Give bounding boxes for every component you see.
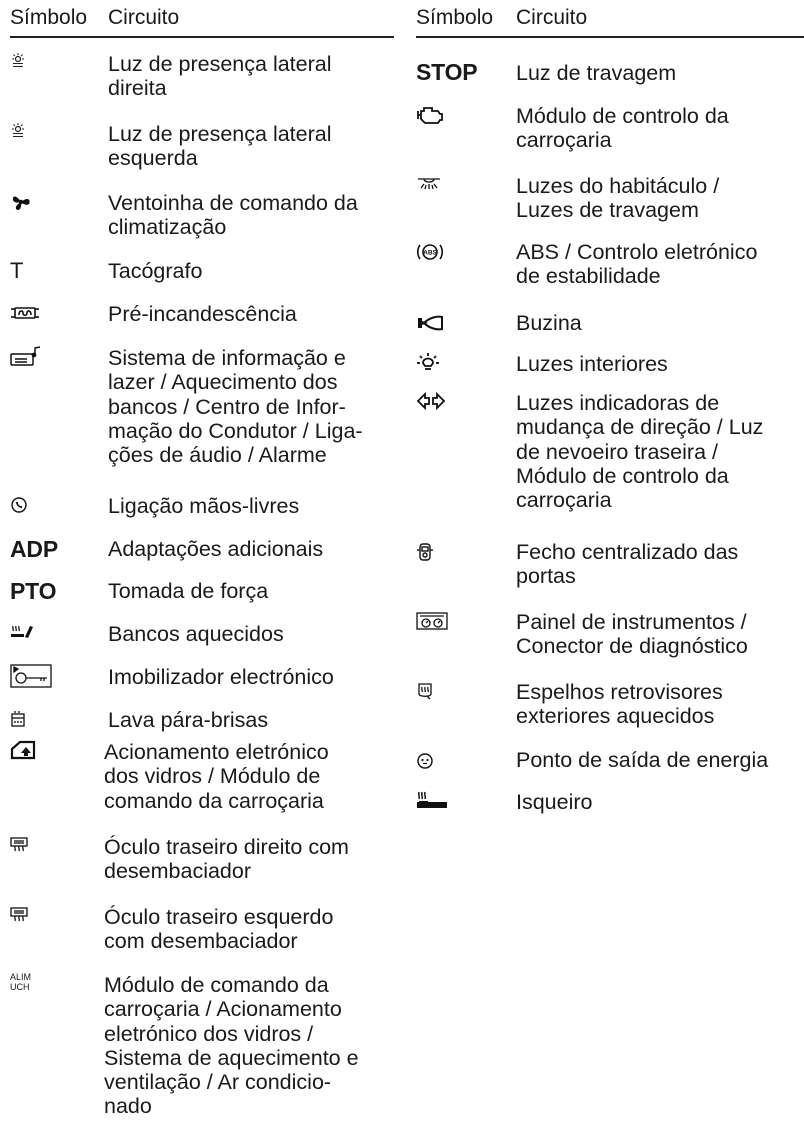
circuit-text: Luzes do habitáculo / Luzes de travagem	[516, 174, 720, 223]
door-lock-icon	[416, 542, 434, 562]
circuit-text: Imobilizador electrónico	[108, 665, 334, 689]
power-window-icon	[10, 740, 36, 760]
interior-light-icon	[416, 352, 440, 376]
power-outlet-icon	[416, 752, 434, 770]
circuit-text: Lava pára-brisas	[108, 708, 269, 732]
washer-icon	[10, 710, 26, 728]
circuit-column-header: Circuito	[516, 6, 588, 29]
circuit-text: Painel de instrumentos / Conector de diagnóstico	[516, 610, 748, 659]
circuit-text: Sistema de informação e lazer / Aquecimento dos bancos / Centro de Infor- mação do Condutor / Liga- ções de áudio / Alarme	[108, 346, 363, 468]
circuit-text: Luz de presença lateral esquerda	[108, 122, 332, 171]
instrument-panel-icon	[416, 612, 448, 630]
right-table-header	[416, 6, 804, 38]
tachograph-label: T	[10, 258, 24, 283]
circuit-text: Ventoinha de comando da climatização	[108, 191, 358, 240]
svg-text:ABS: ABS	[423, 249, 437, 257]
stop-label: STOP	[416, 59, 478, 85]
circuit-text: Luz de presença lateral direita	[108, 52, 332, 101]
left-table-header	[10, 6, 394, 38]
circuit-text: Luz de travagem	[516, 61, 677, 85]
side-light-icon	[10, 122, 26, 140]
engine-icon	[416, 105, 444, 125]
glow-plug-icon	[10, 304, 40, 322]
alim-uch-label: ALIM UCH	[10, 972, 32, 992]
circuit-text: Acionamento eletrónico dos vidros / Módulo de comando da carroçaria	[104, 740, 329, 813]
circuit-text: ABS / Controlo eletrónico de estabilidade	[516, 240, 758, 289]
side-light-icon	[10, 52, 26, 70]
phone-icon	[10, 496, 28, 514]
circuit-text: Luzes interiores	[516, 352, 668, 376]
adp-label: ADP	[10, 536, 58, 562]
circuit-text: Pré-incandescência	[108, 302, 297, 326]
circuit-text: Luzes indicadoras de mudança de direção / Luz de nevoeiro traseira / Módulo de controlo da carroçaria	[516, 391, 764, 513]
circuit-text: Ponto de saída de energia	[516, 748, 769, 772]
circuit-text: Tomada de força	[108, 579, 269, 603]
circuit-text: Bancos aquecidos	[108, 622, 284, 646]
cabin-light-icon	[416, 177, 442, 191]
circuit-text: Óculo traseiro esquerdo com desembaciador	[104, 905, 334, 954]
circuit-text: Módulo de controlo da carroçaria	[516, 104, 729, 153]
rear-defrost-icon	[10, 907, 28, 925]
infotainment-icon	[10, 346, 42, 368]
heated-mirror-icon	[416, 682, 434, 700]
circuit-text: Tacógrafo	[108, 259, 203, 283]
circuit-text: Isqueiro	[516, 790, 593, 814]
pto-label: PTO	[10, 578, 57, 604]
symbol-column-header: Símbolo	[10, 6, 88, 29]
symbol-column-header: Símbolo	[416, 6, 494, 29]
fan-icon	[10, 192, 32, 212]
turn-signal-icon	[416, 392, 446, 410]
circuit-text: Espelhos retrovisores exteriores aquecidos	[516, 680, 723, 729]
circuit-text: Óculo traseiro direito com desembaciador	[104, 835, 349, 884]
circuit-text: Ligação mãos-livres	[108, 494, 300, 518]
circuit-column-header: Circuito	[108, 6, 180, 29]
immobilizer-key-icon	[10, 664, 52, 688]
circuit-text: Adaptações adicionais	[108, 537, 324, 561]
circuit-text: Buzina	[516, 311, 582, 335]
cigar-lighter-icon	[416, 790, 448, 812]
abs-icon	[416, 242, 444, 262]
heated-seat-icon	[10, 624, 34, 642]
circuit-text: Módulo de comando da carroçaria / Acionamento eletrónico dos vidros / Sistema de aquecimento e ventilação / Ar condicio- nado	[104, 973, 359, 1119]
horn-icon	[416, 314, 444, 332]
circuit-text: Fecho centralizado das portas	[516, 540, 739, 589]
rear-defrost-icon	[10, 837, 28, 855]
